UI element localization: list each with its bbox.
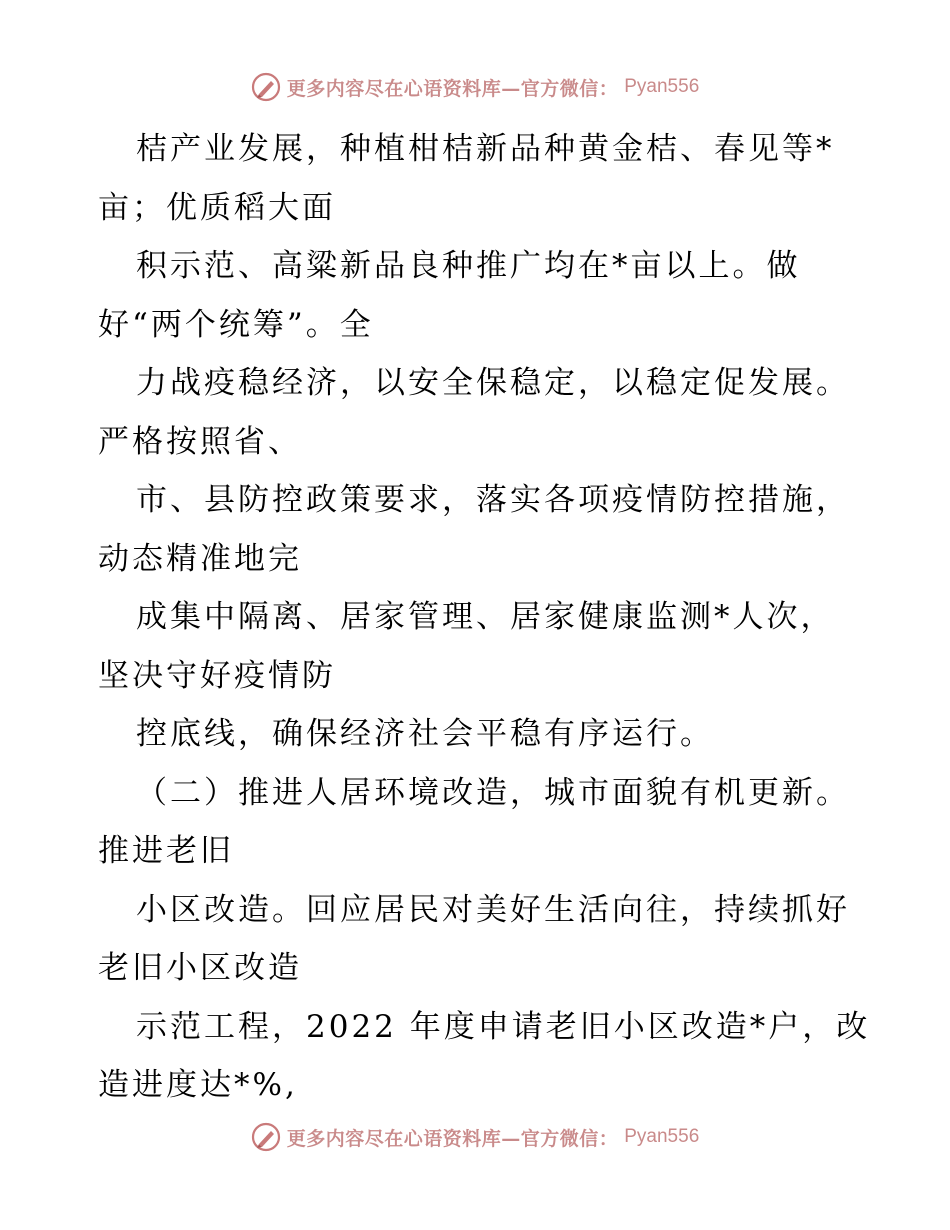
text-line: 成集中隔离、居家管理、居家健康监测*人次，	[136, 599, 835, 635]
text-line: 严格按照省、	[98, 423, 302, 460]
text-line: 亩；优质稻大面	[98, 189, 336, 226]
watermark-text: 更多内容尽在心语资料库—官方微信：	[286, 1127, 619, 1150]
pen-logo-icon	[251, 1122, 281, 1152]
text-line: 市、县防控政策要求，落实各项疫情防控措施，	[136, 482, 850, 518]
watermark-wechat-id: Pyan556	[624, 1126, 700, 1147]
document-body	[98, 120, 871, 1115]
text-line: 好“两个统筹”。全	[98, 306, 374, 343]
watermark-wechat-id: Pyan556	[624, 76, 700, 97]
pen-logo-icon	[251, 72, 281, 102]
text-line: 小区改造。回应居民对美好生活向往，持续抓好	[136, 891, 850, 928]
text-line: 积示范、高粱新品良种推广均在*亩以上。做	[136, 248, 801, 284]
text-line: 桔产业发展，种植柑桔新品种黄金桔、春见等*	[136, 131, 835, 167]
watermark-text: 更多内容尽在心语资料库—官方微信：	[286, 77, 619, 100]
text-line: 造进度达*%,	[98, 1067, 298, 1103]
text-line: 示范工程，2022 年度申请老旧小区改造*户，改	[136, 1008, 871, 1045]
text-line: 力战疫稳经济，以安全保稳定，以稳定促发展。	[136, 365, 850, 401]
text-line: 老旧小区改造	[98, 950, 302, 986]
text-line: 控底线，确保经济社会平稳有序运行。	[136, 716, 714, 752]
text-line: 动态精准地完	[98, 540, 302, 577]
footer-watermark	[0, 1122, 950, 1156]
section-heading-line: （二）推进人居环境改造，城市面貌有机更新。	[136, 774, 850, 811]
text-line: 推进老旧	[98, 833, 234, 869]
header-watermark	[0, 72, 950, 106]
text-line: 坚决守好疫情防	[98, 657, 336, 694]
